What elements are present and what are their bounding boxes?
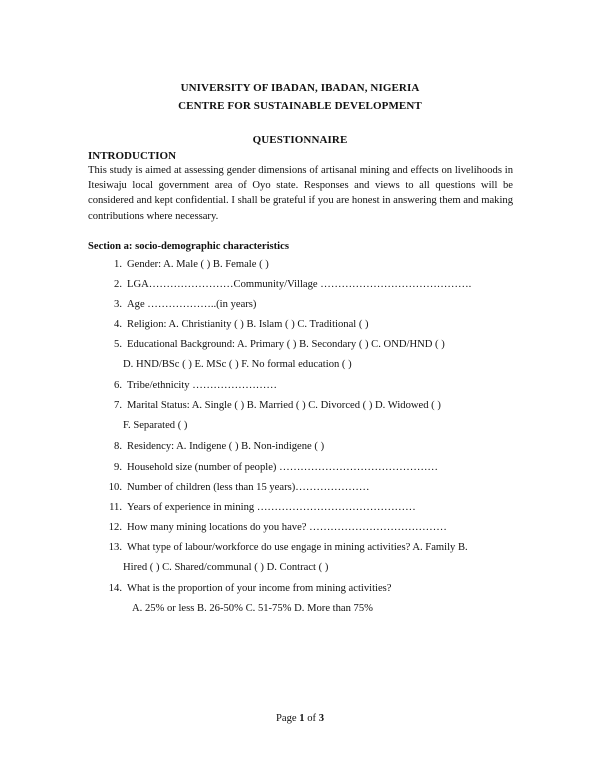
question-number: 1. [114, 259, 122, 270]
question-number: 9. [114, 462, 122, 473]
question-number: 4. [114, 319, 122, 330]
question-number: 14. [108, 583, 122, 594]
question-text: What type of labour/workforce do use engage in mining activities? A. Family B. [127, 542, 468, 553]
section-a-title: Section a: socio-demographic characteristics [88, 241, 289, 252]
question-number: 3. [114, 299, 122, 310]
question-text: Residency: A. Indigene ( ) B. Non-indigene ( ) [127, 441, 325, 452]
question-5 [102, 337, 522, 370]
question-text-continued: A. 25% or less B. 26-50% C. 51-75% D. More than 75% [132, 603, 373, 614]
question-3 [102, 297, 522, 313]
question-number: 8. [114, 441, 122, 452]
question-text: Age ………………..(in years) [127, 299, 257, 310]
question-8 [102, 439, 522, 455]
question-text: Tribe/ethnicity …………………… [127, 380, 277, 391]
intro-heading: INTRODUCTION [88, 150, 177, 162]
question-14 [102, 581, 522, 614]
question-number: 10. [108, 482, 122, 493]
question-text-continued: F. Separated ( ) [123, 420, 188, 431]
question-number: 7. [114, 400, 122, 411]
current-page-number: 1 [299, 713, 305, 724]
question-number: 11. [109, 502, 122, 513]
question-11 [102, 500, 522, 516]
question-1 [102, 257, 522, 273]
question-number: 5. [114, 339, 122, 350]
question-text-continued: D. HND/BSc ( ) E. MSc ( ) F. No formal education ( ) [123, 359, 352, 370]
question-text: Years of experience in mining ……………………………………… [127, 502, 416, 513]
question-text: How many mining locations do you have? ………………………………… [127, 522, 447, 533]
intro-paragraph: This study is aimed at assessing gender dimensions of artisanal mining and effects on livelihoods in Itesiwaju local government area of Oyo state. Responses and views to all questions will be considered and kept confidential. I shall be grateful if you are honest in answering them and making contributions where necessary. [88, 165, 513, 222]
question-number: 13. [108, 542, 122, 553]
question-13 [102, 540, 522, 573]
question-4 [102, 317, 522, 333]
question-text: Gender: A. Male ( ) B. Female ( ) [127, 259, 269, 270]
question-text: Marital Status: A. Single ( ) B. Married ( ) C. Divorced ( ) D. Widowed ( ) [127, 400, 441, 411]
question-text: Household size (number of people) ……………………………………… [127, 462, 438, 473]
question-number: 6. [114, 380, 122, 391]
question-text: Religion: A. Christianity ( ) B. Islam ( ) C. Traditional ( ) [127, 319, 369, 330]
question-text-continued: Hired ( ) C. Shared/communal ( ) D. Contract ( ) [123, 562, 329, 573]
document-title: QUESTIONNAIRE [252, 134, 348, 146]
question-text: What is the proportion of your income from mining activities? [127, 583, 392, 594]
page-footer [0, 713, 600, 724]
question-12 [102, 520, 522, 536]
centre-name: CENTRE FOR SUSTAINABLE DEVELOPMENT [178, 100, 422, 112]
university-name: UNIVERSITY OF IBADAN, IBADAN, NIGERIA [180, 82, 420, 94]
question-9 [102, 460, 522, 476]
question-number: 12. [108, 522, 122, 533]
question-2 [102, 277, 522, 293]
question-text: Educational Background: A. Primary ( ) B. Secondary ( ) C. OND/HND ( ) [127, 339, 445, 350]
question-10 [102, 480, 522, 496]
footer-prefix: Page [276, 713, 300, 724]
total-pages: 3 [318, 713, 324, 724]
question-text: LGA……………………Community/Village ……………………………………. [127, 279, 472, 290]
footer-separator: of [304, 713, 319, 724]
question-text: Number of children (less than 15 years)………………… [127, 482, 370, 493]
question-7 [102, 398, 522, 431]
question-6 [102, 378, 522, 394]
question-number: 2. [114, 279, 122, 290]
